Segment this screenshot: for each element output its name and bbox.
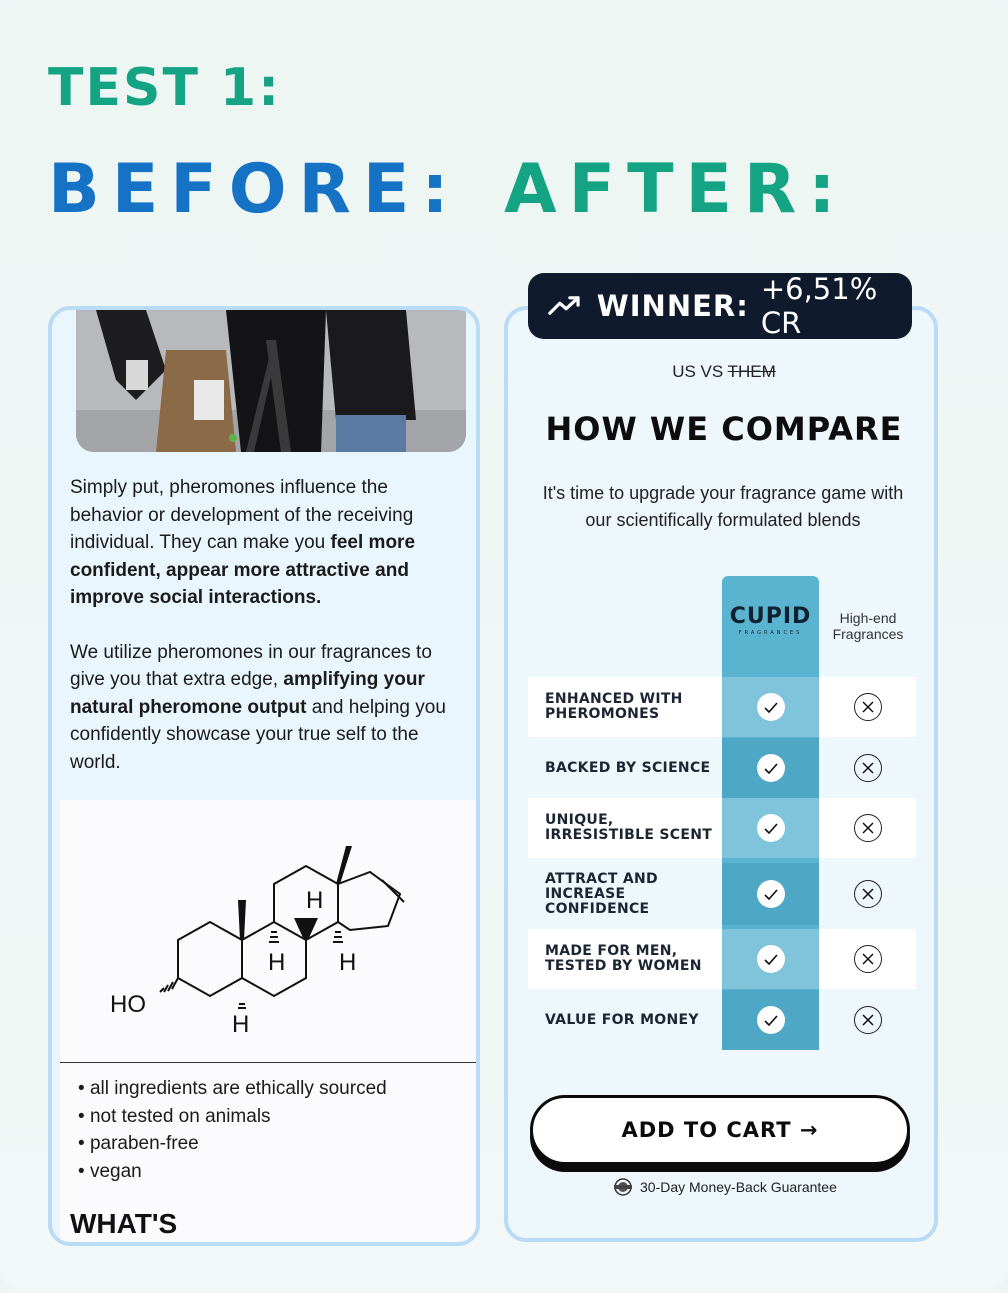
row-label: BACKED BY SCIENCE [545, 759, 711, 776]
comparison-row [528, 677, 916, 737]
before-paragraph-1: Simply put, pheromones influence the behavior or development of the receiving individual. They can make you feel more confident, appear more attractive and improve social interactions. [70, 477, 416, 608]
cross-icon [854, 814, 882, 842]
compare-kicker: US VS THEM [672, 362, 776, 381]
before-label: BEFORE: [48, 150, 461, 229]
cross-icon [854, 693, 882, 721]
check-icon [757, 814, 785, 842]
row-label: ATTRACT AND INCREASE CONFIDENCE [545, 870, 658, 917]
list-item: • all ingredients are ethically sourced [78, 1075, 480, 1103]
trend-up-icon [548, 294, 581, 318]
comparison-row [528, 738, 916, 798]
comparison-row [528, 929, 916, 989]
check-icon [757, 1006, 785, 1034]
comparison-row [528, 798, 916, 858]
molecule-diagram [60, 800, 480, 1062]
molecule-label-h4: H [232, 1011, 250, 1038]
before-paragraph-2: We utilize pheromones in our fragrances to give you that extra edge, amplifying your natural pheromone output and helping you confidently showcase your true self to the world. [70, 641, 446, 773]
add-to-cart-button[interactable]: ADD TO CART → [530, 1095, 910, 1165]
money-back-guarantee: 30-Day Money-Back Guarantee [612, 1177, 837, 1197]
whats-heading: WHAT'S [70, 1208, 178, 1239]
winner-label: WINNER: [596, 289, 749, 323]
list-item: • vegan [78, 1158, 480, 1186]
list-item: • not tested on animals [78, 1103, 480, 1131]
before-panel [48, 306, 480, 1246]
after-label: AFTER: [504, 150, 848, 229]
row-label: MADE FOR MEN, TESTED BY WOMEN [545, 943, 702, 974]
cross-icon [854, 754, 882, 782]
list-item: • paraben-free [78, 1130, 480, 1158]
row-label: UNIQUE, IRRESISTIBLE SCENT [545, 812, 713, 843]
molecule-label-ho: HO [110, 991, 146, 1018]
check-icon [757, 693, 785, 721]
comparison-row [528, 863, 916, 925]
cross-icon [854, 880, 882, 908]
molecule-label-h3: H [339, 949, 357, 976]
winner-badge [528, 273, 912, 339]
check-icon [757, 880, 785, 908]
check-icon [757, 945, 785, 973]
check-icon [757, 754, 785, 782]
before-description [70, 474, 462, 803]
row-label: ENHANCED WITH PHEROMONES [545, 691, 683, 722]
compare-subtitle: It's time to upgrade your fragrance game with our scientifically formulated blends [542, 483, 904, 530]
competitor-header: High-end Fragrances [832, 610, 904, 642]
winner-value: +6,51% CR [760, 272, 878, 340]
product-photo [76, 310, 466, 452]
compare-title: HOW WE COMPARE [545, 410, 903, 448]
badge-seal-icon [612, 1177, 634, 1197]
row-label: VALUE FOR MONEY [545, 1011, 699, 1028]
cross-icon [854, 945, 882, 973]
molecule-label-h2: H [268, 949, 286, 976]
test-title: TEST 1: [48, 58, 281, 118]
molecule-label-h1: H [306, 887, 324, 914]
cross-icon [854, 1006, 882, 1034]
brand-logo: CUPID FRAGRANCES [729, 604, 812, 636]
comparison-row [528, 990, 916, 1050]
